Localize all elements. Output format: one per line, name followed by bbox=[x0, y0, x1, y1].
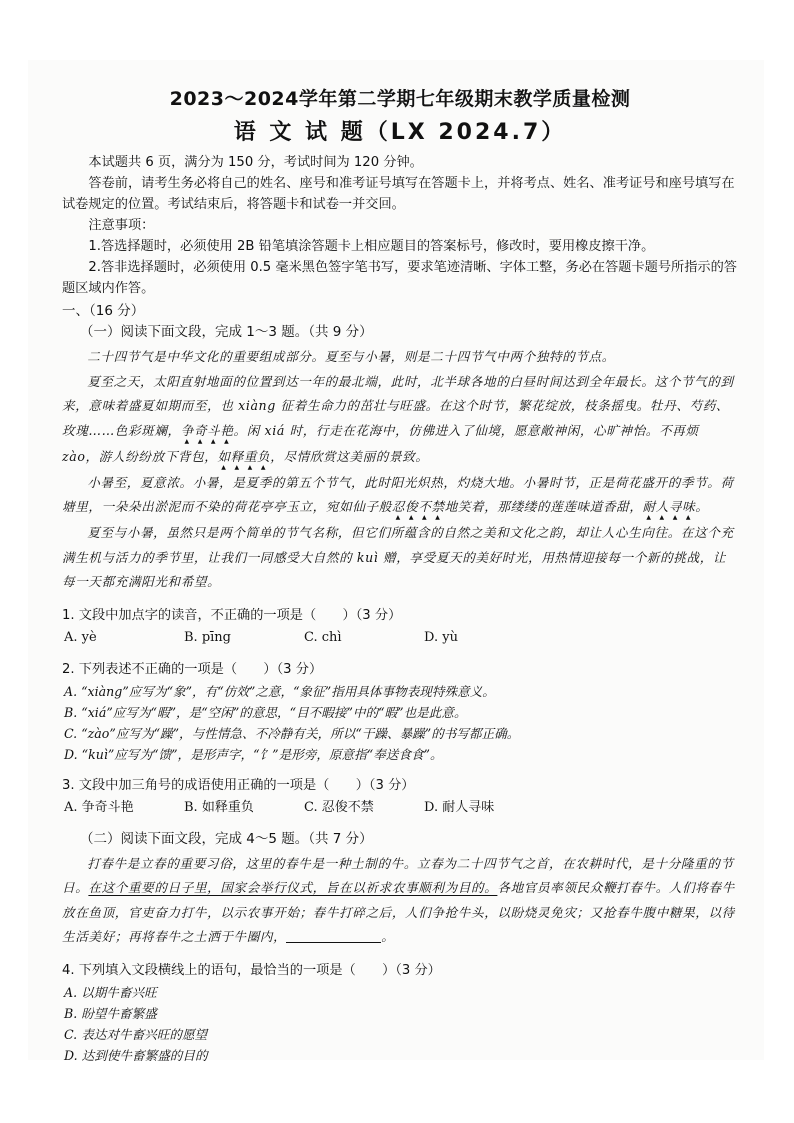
option-a: A. 以期牛畜兴旺 bbox=[64, 984, 157, 1000]
question-stem: 1. 文段中加点字的读音，不正确的一项是（ ）（3 分） bbox=[62, 607, 402, 623]
question-3 bbox=[62, 775, 738, 819]
passage-text: 地笑着，那缕缕的莲莲味道香甜， bbox=[444, 499, 643, 514]
passage-text: 打春牛是立春的重要习俗，这里的春牛是一种土制的牛。立春为二十四节气之首，在农耕时代，是十分隆重的节日。 bbox=[62, 855, 734, 895]
option-c: C. 表达对牛畜兴旺的愿望 bbox=[64, 1026, 208, 1042]
marked-idiom-2: 如释重负 bbox=[217, 448, 271, 464]
option-b: B. 盼望牛畜繁盛 bbox=[64, 1005, 157, 1021]
question-stem: 4. 下列填入文段横线上的语句，最恰当的一项是（ ）（3 分） bbox=[62, 962, 441, 978]
option-d: D. 耐人寻味 bbox=[424, 799, 495, 815]
underlined-sentence: 在这个重要的日子里，国家会举行仪式，旨在以祈求农事顺利为目的。 bbox=[88, 880, 498, 895]
exam-subtitle: 语 文 试 题（LX 2024.7） bbox=[233, 120, 567, 145]
option-b: B. “xiá”应写为“暇”，是“空闲”的意思，“目不暇接”中的“暇”也是此意。 bbox=[64, 704, 467, 720]
reading-passage-1 bbox=[62, 345, 738, 595]
notice-item-1: 1.答选择题时，必须使用 2B 铅笔填涂答题卡上相应题目的答案标号，修改时，要用橡皮擦干净。 bbox=[88, 239, 655, 254]
option-b: B. pīng bbox=[184, 629, 231, 645]
notice-item-2: 2.答非选择题时，必须使用 0.5 毫米黑色签字笔书写，要求笔迹清晰、字体工整，务必在答题卡题号所指示的答题区域内作答。 bbox=[62, 260, 737, 296]
reading-passage-2 bbox=[62, 852, 738, 950]
option-d: D. yù bbox=[424, 629, 458, 645]
option-list bbox=[62, 627, 738, 649]
option-a: A. “xiàng”应写为“象”，有“仿效”之意，“象征”指用具体事物表现特殊意义。 bbox=[64, 683, 495, 699]
passage-text: 夏至之天，太阳直射地面的位置到达一年的最北端，此时，北半球各地的白昼时间达到全年最长。这个节气的到来，意味着盛夏如期而至，也 xiàng 征着生命力的茁壮与旺盛。在这个时节，繁花绽放，枝条摇曳。牡丹、芍药、玫瑰……色彩斑斓， bbox=[62, 373, 734, 438]
passage-text: 小暑至，夏意浓。小暑，是夏季的第五个节气，此时阳光炽热，灼烧大地。小暑时节，正是荷花盛开的季节。荷塘里，一朵朵出淤泥而不染的荷花亭亭玉立，宛如仙子般 bbox=[62, 474, 734, 514]
option-d: D. 达到使牛畜繁盛的目的 bbox=[64, 1047, 208, 1063]
exam-sheet bbox=[28, 60, 764, 1063]
marked-idiom-3: 忍俊不禁 bbox=[391, 499, 445, 514]
option-c: C. chì bbox=[304, 629, 342, 645]
option-a: A. yè bbox=[64, 629, 97, 645]
instruction-line-1: 本试题共 6 页，满分为 150 分，考试时间为 120 分钟。 bbox=[88, 155, 423, 170]
option-a: A. 争奇斗艳 bbox=[64, 799, 134, 815]
passage-paragraph: 打春牛是立春的重要习俗，这里的春牛是一种土制的牛。立春为二十四节气之首，在农耕时代，是十分隆重的节日。在这个重要的日子里，国家会举行仪式，旨在以祈求农事顺利为目的。各地官员率领民众鞭打春牛。人们将春牛放在鱼顶，官吏奋力打牛，以示农事开始；春牛打碎之后，人们争抢牛头，以盼烧灵免灾；又抢春牛腹中糖果，以待生活美好；再将春牛之土洒于牛圈内， 。 bbox=[62, 855, 735, 944]
notice-title: 注意事项： bbox=[88, 218, 155, 233]
part-heading-2: （二）阅读下面文段，完成 4～5 题。（共 7 分） bbox=[80, 830, 373, 847]
question-4 bbox=[62, 960, 738, 1066]
section-heading: 一、（16 分） bbox=[62, 303, 145, 319]
exam-instructions bbox=[62, 152, 738, 299]
question-1 bbox=[62, 605, 738, 649]
question-stem: 2. 下列表述不正确的一项是（ ）（3 分） bbox=[62, 661, 323, 677]
question-stem: 3. 文段中加三角号的成语使用正确的一项是（ ）（3 分） bbox=[62, 777, 415, 793]
option-list bbox=[62, 797, 738, 819]
question-2 bbox=[62, 659, 738, 765]
option-list bbox=[62, 681, 738, 765]
option-b: B. 如释重负 bbox=[184, 799, 254, 815]
option-c: C. 忍俊不禁 bbox=[304, 799, 374, 815]
exam-title: 2023～2024学年第二学期七年级期末教学质量检测 bbox=[169, 88, 631, 110]
option-list bbox=[62, 982, 738, 1066]
marked-idiom-1: 争奇斗艳 bbox=[180, 422, 234, 438]
passage-text: 。 bbox=[695, 499, 709, 514]
fill-blank-line[interactable] bbox=[286, 928, 381, 943]
marked-idiom-4: 耐人寻味 bbox=[642, 499, 696, 514]
part-heading-1: （一）阅读下面文段，完成 1～3 题。（共 9 分） bbox=[80, 324, 373, 340]
passage-paragraph: 二十四节气是中华文化的重要组成部分。夏至与小暑，则是二十四节气中两个独特的节点。 bbox=[87, 349, 615, 364]
passage-text: ，尽情欣赏这美丽的景致。 bbox=[270, 448, 429, 464]
option-c: C. “zào”应写为“躁”，与性情急、不冷静有关，所以“干躁、暴躁”的书写都正确。 bbox=[64, 725, 520, 741]
passage-paragraph bbox=[62, 471, 738, 522]
option-d: D. “kuì”应写为“馈”，是形声字，“饣”是形旁，原意指“奉送食食”。 bbox=[64, 746, 443, 762]
passage-text: 各地官员率领民众鞭打春牛。人们将春牛放在鱼顶，官吏奋力打牛，以示农事开始；春牛打碎之后，人们争抢牛头，以盼烧灵免灾；又抢春牛腹中糖果，以待生活美好；再将春牛之土洒于牛圈内， bbox=[62, 880, 735, 944]
passage-paragraph: 夏至与小暑，虽然只是两个简单的节气名称，但它们所蕴含的自然之美和文化之韵，却让人心生向往。在这个充满生机与活力的季节里，让我们一同感受大自然的 kuì 赠，享受夏天的美好时光，用热情迎接每一个新的挑战，让每一天都充满阳光和希望。 bbox=[62, 525, 734, 589]
instruction-line-2: 答卷前，请考生务必将自己的姓名、座号和准考证号填写在答题卡上，并将考点、姓名、准考证号和座号填写在试卷规定的位置。考试结束后，将答题卡和试卷一并交回。 bbox=[62, 176, 735, 212]
passage-paragraph bbox=[62, 370, 738, 471]
passage-text: 。闲 xiá 时，行走在花海中，仿佛进入了仙境，愿意敞神闲，心旷神怡。不再烦 zào，游人纷纷放下背包， bbox=[62, 422, 699, 464]
